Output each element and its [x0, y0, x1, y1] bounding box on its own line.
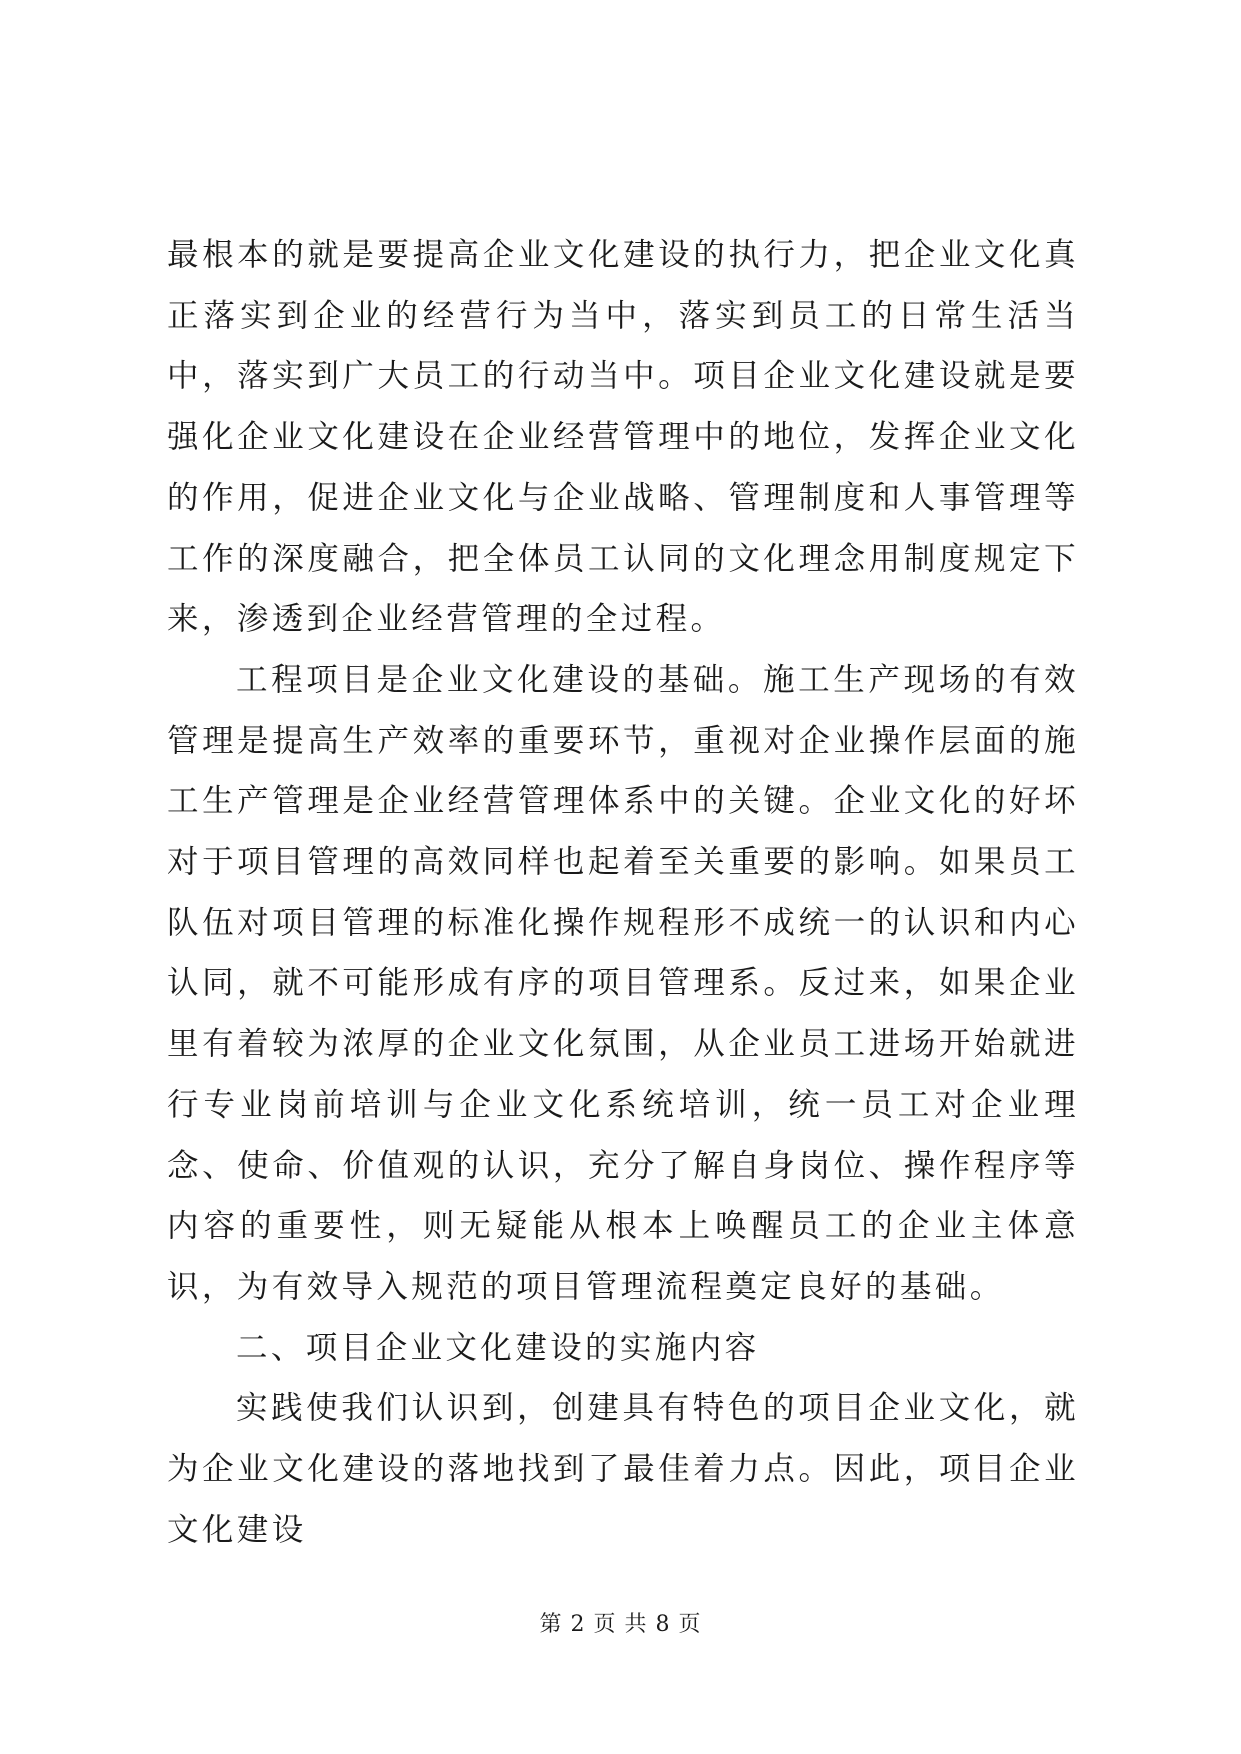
page-number-footer: 第 2 页 共 8 页	[539, 1612, 702, 1637]
paragraph-1: 最根本的就是要提高企业文化建设的执行力，把企业文化真正落实到企业的经营行为当中，落实到员工的日常生活当中，落实到广大员工的行动当中。项目企业文化建设就是要强化企业文化建设在企业经营管理中的地位，发挥企业文化的作用，促进企业文化与企业战略、管理制度和人事管理等工作的深度融合，把全体员工认同的文化理念用制度规定下来，渗透到企业经营管理的全过程。	[167, 237, 1079, 638]
document-body	[167, 225, 1079, 1560]
section-heading: 二、项目企业文化建设的实施内容	[236, 1329, 760, 1366]
paragraph-2: 工程项目是企业文化建设的基础。施工生产现场的有效管理是提高生产效率的重要环节，重视对企业操作层面的施工生产管理是企业经营管理体系中的关键。企业文化的好坏对于项目管理的高效同样也起着至关重要的影响。如果员工队伍对项目管理的标准化操作规程形不成统一的认识和内心认同，就不可能形成有序的项目管理系。反过来，如果企业里有着较为浓厚的企业文化氛围，从企业员工进场开始就进行专业岗前培训与企业文化系统培训，统一员工对企业理念、使命、价值观的认识，充分了解自身岗位、操作程序等内容的重要性，则无疑能从根本上唤醒员工的企业主体意识，为有效导入规范的项目管理流程奠定良好的基础。	[167, 661, 1079, 1305]
paragraph-3: 实践使我们认识到，创建具有特色的项目企业文化，就为企业文化建设的落地找到了最佳着力点。因此，项目企业文化建设	[167, 1390, 1079, 1548]
